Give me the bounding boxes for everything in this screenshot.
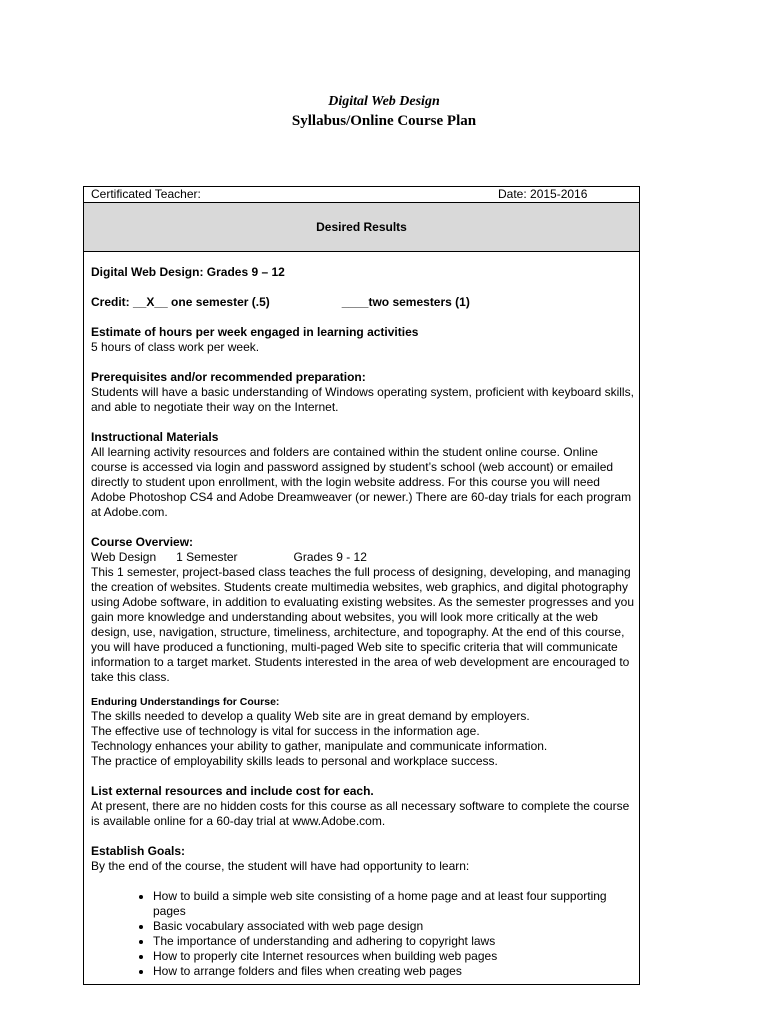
enduring-line: Technology enhances your ability to gather, manipulate and communicate information. [91, 739, 548, 753]
credit-line [91, 295, 636, 310]
materials-heading: Instructional Materials [91, 430, 219, 444]
materials-text: All learning activity resources and folders are contained within the student online course. Online course is accessed via login and password assigned by student’s school (web account) or emailed directly to student upon enrollment, with the login website address. For this course you will need Adobe Photoshop CS4 and Adobe Dreamweaver (or newer.) There are 60-day trials for each program at Adobe.com. [91, 445, 632, 519]
enduring-line: The practice of employability skills leads to personal and workplace success. [91, 754, 498, 768]
date-label: Date: 2015-2016 [498, 187, 588, 201]
document-subtitle: Syllabus/Online Course Plan [291, 113, 477, 129]
overview-meta [91, 550, 636, 565]
goals-intro: By the end of the course, the student will have had opportunity to learn: [91, 859, 470, 873]
goals-heading: Establish Goals: [91, 844, 186, 858]
goal-item: • How to arrange folders and files when creating web pages [153, 964, 636, 979]
resources-text: At present, there are no hidden costs for this course as all necessary software to complete the course is available online for a 60-day trial at www.Adobe.com. [91, 799, 630, 828]
course-title: Digital Web Design [328, 94, 440, 109]
teacher-date-row [84, 187, 639, 203]
enduring-line: The effective use of technology is vital for success in the information age. [91, 724, 480, 738]
goal-item: • Basic vocabulary associated with web page design [153, 919, 636, 934]
goal-item: • How to build a simple web site consisting of a home page and at least four supporting pages [153, 889, 636, 919]
enduring-line: The skills needed to develop a quality Web site are in great demand by employers. [91, 709, 530, 723]
credit-one-mark: __X__ [133, 295, 168, 309]
prereq-text: Students will have a basic understanding of Windows operating system, proficient with keyboard skills, and able to negotiate their way on the Internet. [91, 385, 634, 414]
prereq-heading: Prerequisites and/or recommended preparation: [91, 370, 366, 384]
overview-course: Web Design [91, 550, 157, 564]
course-line: Digital Web Design: Grades 9 – 12 [91, 265, 285, 279]
syllabus-content [91, 265, 636, 979]
overview-grades: Grades 9 - 12 [293, 550, 367, 564]
credit-two-mark: ____ [341, 295, 369, 309]
goals-list [91, 889, 636, 979]
syllabus-table [83, 186, 640, 985]
goal-item: • The importance of understanding and adhering to copyright laws [153, 934, 636, 949]
credit-one-text: one semester (.5) [167, 295, 270, 309]
hours-text: 5 hours of class work per week. [91, 340, 260, 354]
hours-heading: Estimate of hours per week engaged in learning activities [91, 325, 419, 339]
desired-results-header: Desired Results [84, 203, 639, 252]
enduring-heading: Enduring Understandings for Course: [91, 696, 280, 708]
overview-length: 1 Semester [176, 550, 238, 564]
overview-heading: Course Overview: [91, 535, 194, 549]
credit-label: Credit: [91, 295, 133, 309]
document-title [0, 93, 768, 131]
overview-text: This 1 semester, project-based class teaches the full process of designing, developing, and managing the creation of websites. Students create multimedia websites, web graphics, and digital photography using Adobe software, in addition to evaluating existing websites. As the semester progresses and you gain more knowledge and understanding about websites, you will look more critically at the web design, use, navigation, structure, timeliness, architecture, and topography. At the end of this course, you will have produced a functioning, multi-paged Web site to specific criteria that will communicate information to a target market. Students interested in the area of web development are encouraged to take this class. [91, 565, 634, 684]
goal-item: • How to properly cite Internet resources when building web pages [153, 949, 636, 964]
resources-heading: List external resources and include cost for each. [91, 784, 374, 798]
teacher-label: Certificated Teacher: [91, 187, 201, 201]
credit-two-text: two semesters (1) [368, 295, 470, 309]
